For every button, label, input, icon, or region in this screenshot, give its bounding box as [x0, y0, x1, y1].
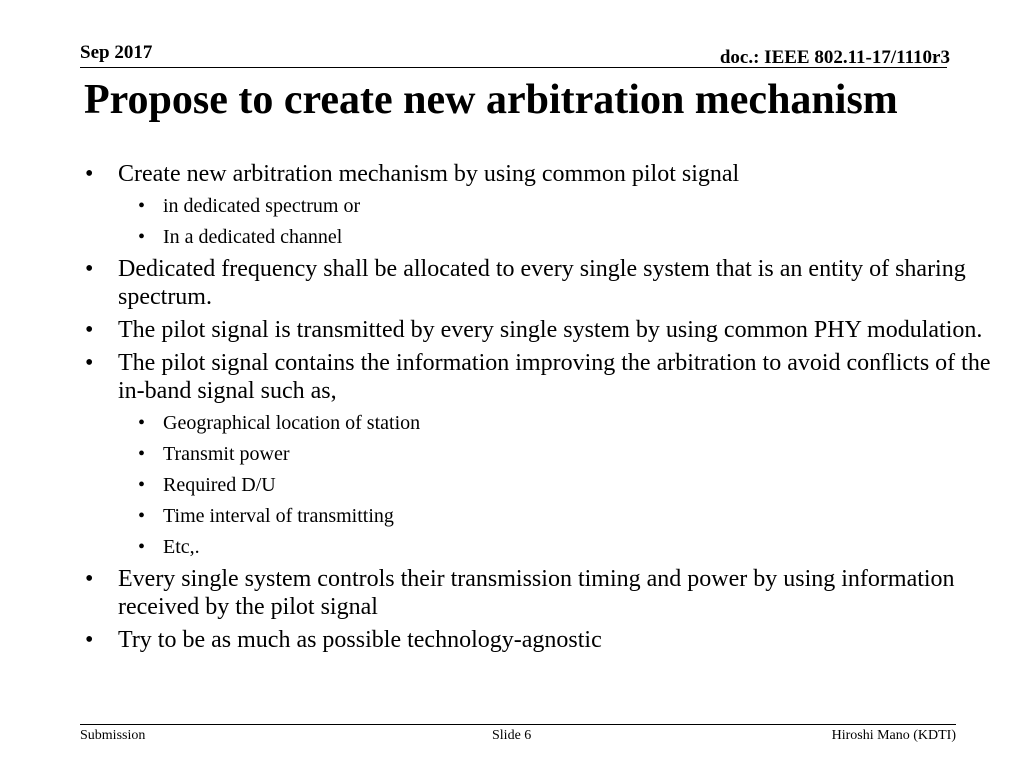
bullet-marker: • [85, 566, 94, 592]
bullet-text: Create new arbitration mechanism by using common pilot signal [118, 161, 740, 187]
header-divider [80, 67, 947, 68]
bullet-item [0, 160, 1024, 188]
footer-divider [80, 724, 956, 725]
bullet-text: Try to be as much as possible technology-agnostic [118, 627, 602, 653]
sub-bullet-text: Time interval of transmitting [163, 505, 394, 527]
bullet-marker: • [138, 226, 146, 248]
sub-bullet-item [0, 534, 1024, 560]
bullet-item [0, 316, 1024, 344]
bullet-item [0, 565, 1024, 621]
sub-bullet-text: in dedicated spectrum or [163, 195, 361, 217]
slide-title: Propose to create new arbitration mechanism [84, 77, 898, 123]
bullet-text: Dedicated frequency shall be allocated to every single system that is an entity of sharing spectrum. [118, 256, 966, 310]
bullet-text: The pilot signal contains the information improving the arbitration to avoid conflicts of the in-band signal such as, [118, 350, 991, 404]
bullet-item [0, 255, 1024, 311]
footer-author: Hiroshi Mano (KDTI) [831, 728, 956, 743]
sub-bullet-text: In a dedicated channel [163, 226, 343, 248]
bullet-item [0, 626, 1024, 654]
sub-bullet-text: Required D/U [163, 474, 276, 496]
footer-slide-number: Slide 6 [492, 728, 532, 743]
header-doc-id: doc.: IEEE 802.11-17/1110r3 [719, 47, 950, 68]
bullet-marker: • [138, 443, 146, 465]
sub-bullet-text: Etc,. [163, 536, 200, 558]
bullet-marker: • [138, 505, 146, 527]
footer-submission: Submission [80, 728, 146, 743]
bullet-marker: • [138, 536, 146, 558]
sub-bullet-item [0, 224, 1024, 250]
sub-bullet-text: Transmit power [163, 443, 290, 465]
sub-bullet-item [0, 410, 1024, 436]
bullet-marker: • [85, 161, 94, 187]
slide-content [0, 160, 1024, 659]
bullet-item [0, 349, 1024, 405]
sub-bullet-item [0, 441, 1024, 467]
sub-bullet-item [0, 503, 1024, 529]
sub-bullet-item [0, 472, 1024, 498]
bullet-marker: • [85, 317, 94, 343]
bullet-text: The pilot signal is transmitted by every single system by using common PHY modulation. [118, 317, 983, 343]
bullet-marker: • [85, 627, 94, 653]
sub-bullet-text: Geographical location of station [163, 412, 421, 434]
bullet-marker: • [138, 412, 146, 434]
header-date: Sep 2017 [80, 42, 153, 63]
bullet-marker: • [138, 474, 146, 496]
bullet-text: Every single system controls their transmission timing and power by using information received by the pilot signal [118, 566, 955, 620]
bullet-marker: • [138, 195, 146, 217]
bullet-marker: • [85, 350, 94, 376]
sub-bullet-item [0, 193, 1024, 219]
bullet-marker: • [85, 256, 94, 282]
